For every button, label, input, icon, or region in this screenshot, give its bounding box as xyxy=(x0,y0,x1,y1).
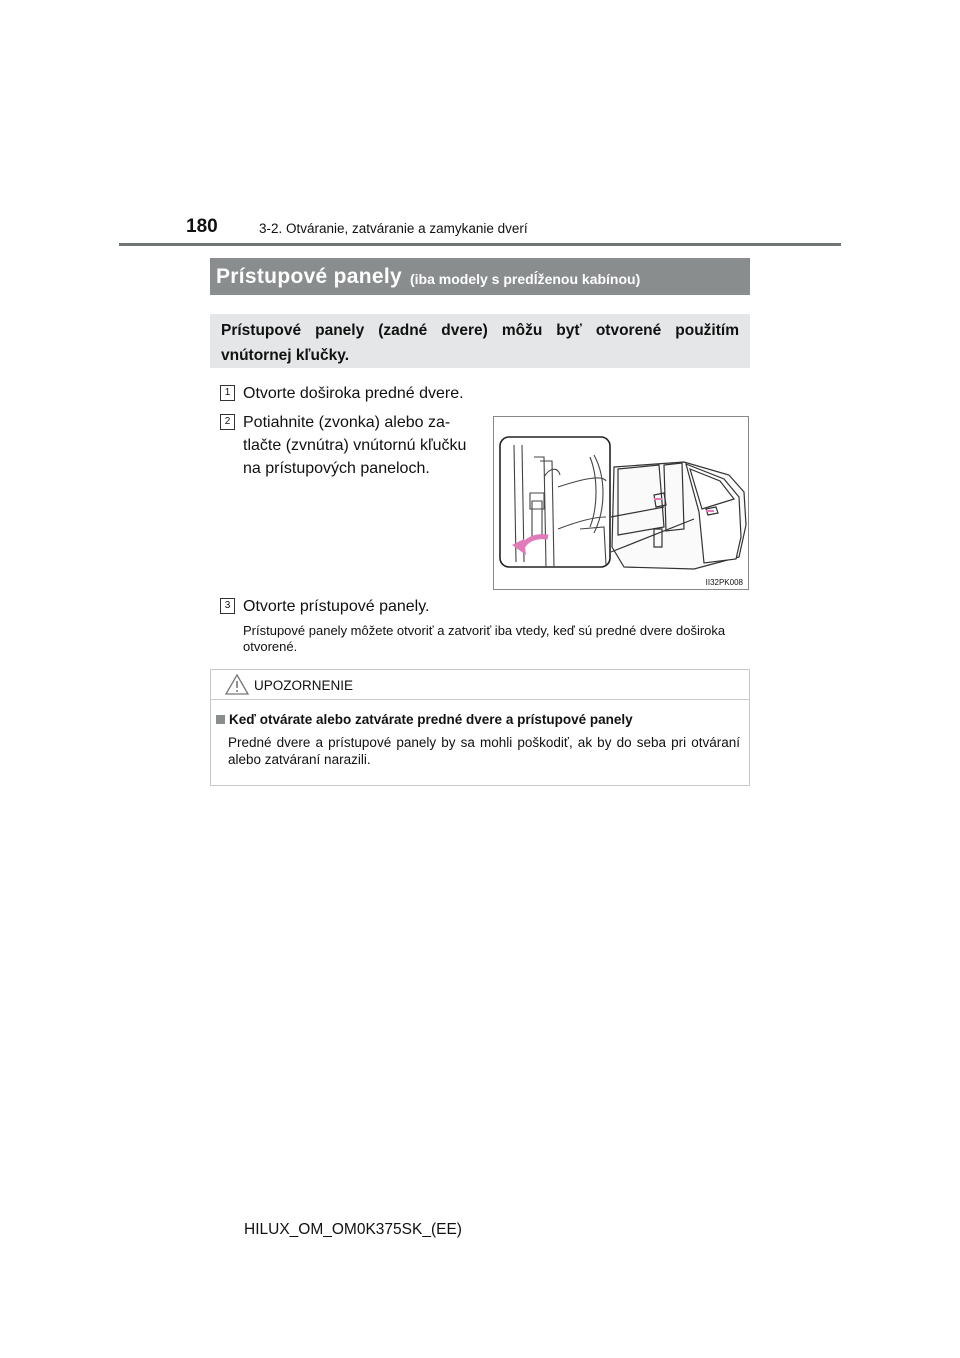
warning-bullet-icon xyxy=(216,715,225,724)
header-divider xyxy=(119,243,841,246)
warning-heading: Keď otvárate alebo zatvárate predné dvere a prístupové panely xyxy=(229,712,633,727)
step-2-line: Potiahnite (zvonka) alebo za- xyxy=(243,414,451,431)
page-number: 180 xyxy=(186,216,218,237)
step-2-line: na prístupových paneloch. xyxy=(243,460,430,477)
illustration-drawing xyxy=(494,417,748,589)
warning-box xyxy=(210,669,750,786)
step-text-1: Otvorte doširoka predné dvere. xyxy=(243,385,464,402)
footer-doc-code: HILUX_OM_OM0K375SK_(EE) xyxy=(244,1221,462,1238)
intro-box: Prístupové panely (zadné dvere) môžu byť otvorené použitím vnútornej kľučky. xyxy=(210,314,750,368)
warning-body: Predné dvere a prístupové panely by sa mohli poškodiť, ak by do seba pri otváraní alebo zatváraní narazili. xyxy=(228,735,740,767)
warning-header xyxy=(211,670,749,700)
step-number-3: 3 xyxy=(220,598,235,614)
page-subtitle: (iba modely s predĺženou kabínou) xyxy=(410,270,641,287)
step-text-3: Otvorte prístupové panely. xyxy=(243,598,430,615)
section-title: 3-2. Otváranie, zatváranie a zamykanie dverí xyxy=(259,221,528,236)
page-title-bar xyxy=(210,258,750,295)
step-note: Prístupové panely môžete otvoriť a zatvoriť iba vtedy, keď sú predné dvere doširoka otvorené. xyxy=(243,623,726,654)
warning-label: UPOZORNENIE xyxy=(254,678,354,693)
warning-triangle-icon xyxy=(225,673,249,695)
page-title: Prístupové panely xyxy=(216,264,402,288)
step-text-2 xyxy=(243,411,479,480)
step-number-2: 2 xyxy=(220,414,235,430)
illustration-code: II32PK008 xyxy=(705,578,743,587)
door-handle-illustration xyxy=(493,416,749,590)
step-number-1: 1 xyxy=(220,385,235,401)
step-2-line: tlačte (zvnútra) vnútornú kľučku xyxy=(243,437,467,454)
